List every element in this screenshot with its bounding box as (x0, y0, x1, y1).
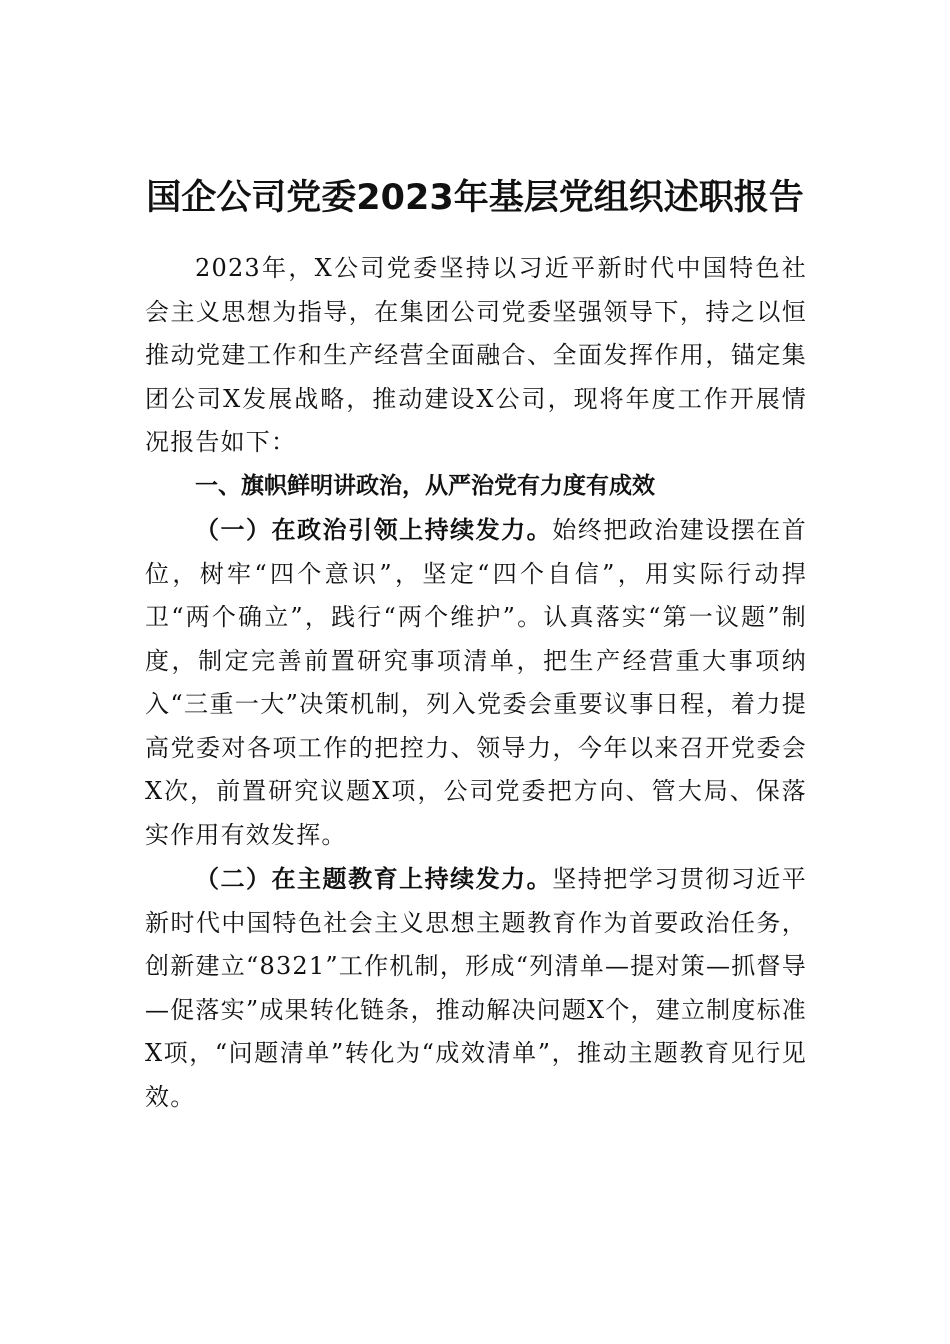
document-body (145, 247, 807, 1119)
document-title: 国企公司党委2023年基层党组织述职报告 (146, 178, 804, 218)
intro-paragraph: 2023年，X公司党委坚持以习近平新时代中国特色社会主义思想为指导，在集团公司党委坚强领导下，持之以恒推动党建工作和生产经营全面融合、全面发挥作用，锚定集团公司X发展战略，推动建设X公司，现将年度工作开展情况报告如下： (145, 254, 807, 456)
item-1-lead: （一）在政治引领上持续发力。 (195, 515, 553, 544)
paragraph-item-1 (145, 508, 807, 857)
item-1-text: 始终把政治建设摆在首位，树牢“四个意识”，坚定“四个自信”，用实际行动捍卫“两个确立”，践行“两个维护”。认真落实“第一议题”制度，制定完善前置研究事项清单，把生产经营重大事项纳入“三重一大”决策机制，列入党委会重要议事日程，着力提高党委对各项工作的把控力、领导力，今年以来召开党委会X次，前置研究议题X项，公司党委把方向、管大局、保落实作用有效发挥。 (145, 516, 807, 849)
item-2-lead: （二）在主题教育上持续发力。 (195, 864, 553, 893)
section-heading: 一、旗帜鲜明讲政治，从严治党有力度有成效 (195, 472, 655, 499)
paragraph-item-2 (145, 857, 807, 1119)
item-2-text: 坚持把学习贯彻习近平新时代中国特色社会主义思想主题教育作为首要政治任务，创新建立“8321”工作机制，形成“列清单—提对策—抓督导—促落实”成果转化链条，推动解决问题X个，建立制度标准X项，“问题清单”转化为“成效清单”，推动主题教育见行见效。 (145, 865, 807, 1111)
